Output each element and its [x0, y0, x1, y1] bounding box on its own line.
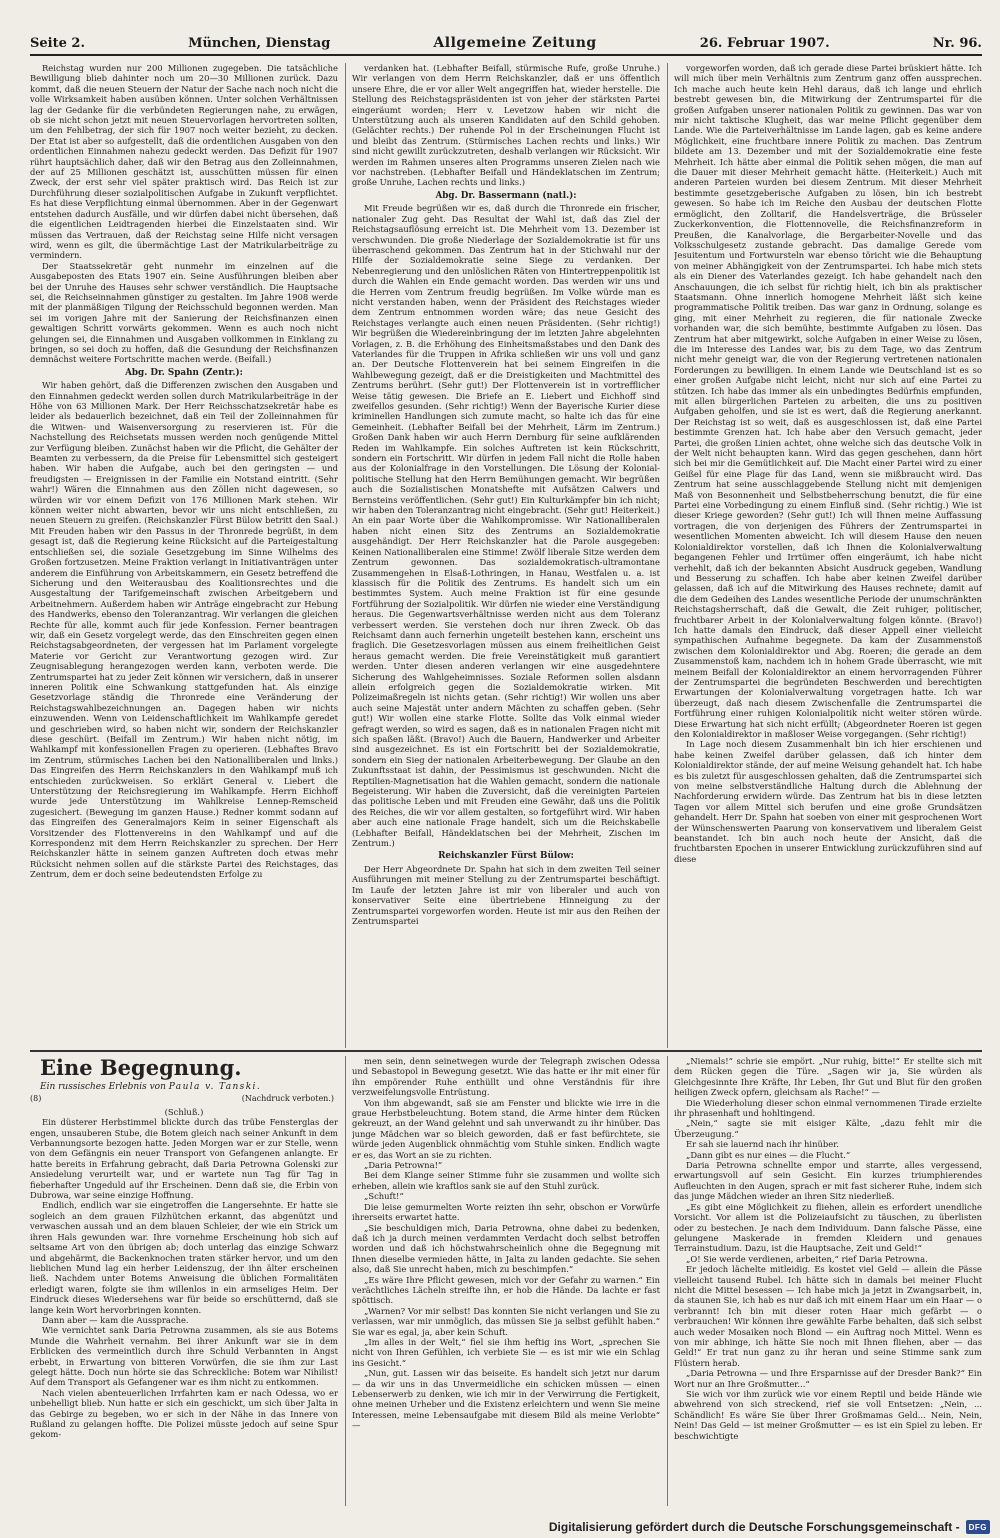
- feuilleton-col2-para-1: men sein, denn seinetwegen wurde der Telegraph zwischen Odessa und Sebastopol in Bewegung gesetzt. Wie das hatte er ihr mit einer für ihn empörender Ruhe enthüllt und ohne Verständnis für ihre verzweifelungsvolle Entrüstung.: [352, 1056, 660, 1098]
- feuilleton-col2-para-2: Von ihm abgewandt, saß sie am Fenster und blickte wie irre in die graue Herbstbeleuchtung. Botem stand, die Arme hinter dem Rücken gekreuzt, an der Wand gelehnt und sah unverwandt zu ihr hinüber. Das junge Mädchen war so bleich geworden, daß er fast befürchtete, sie würde jeden Augenblick ohnmächtig vom Stuhle sinken. Endlich wagte er es, das Wort an sie zu richten.: [352, 1097, 660, 1160]
- feuilleton-col1-para-1: Ein düsterer Herbstimmel blickte durch das trübe Fensterglas der engen, unsauberen Stube, die Botem gleich nach seiner Ankunft in dem Verbannungsorte bezogen hatte. Jeden Morgen war er zur Stelle, wenn von dem Gefängnis ein neuer Transport von Gefangenen anlangte. Er hatte bereits in Erfahrung gebracht, daß Daria Petrowna Golenski zur Ansiedelung verurteilt war, und er wartete nun Tag für Tag in fieberhafter Ungeduld auf ihr Erscheinen. Denn daß sie, die Erbin von Dubrowa, war seine einzige Hoffnung.: [30, 1117, 338, 1201]
- feuilleton-separator: [30, 1050, 982, 1052]
- speaker-heading-buelow: Reichskanzler Fürst Bülow:: [438, 851, 574, 862]
- feuilleton-col1-para-5: Nach vielen abenteuerlichen Irrfahrten kam er nach Odessa, wo er unbehelligt blieb. Nun hatte er sich ein geschickt, um sich über Jalta in das Gebirge zu begeben, wo er sich in der Nähe in das Innere von Rußland zu gelangen hoffte. Die Polizei müsste jedoch auf seine Spur gekom-: [30, 1387, 338, 1440]
- feuilleton-col2-para-11: „Nun, gut. Lassen wir das beiseite. Es handelt sich jetzt nur darum — da wir uns in das Unvermeidliche ein schicken müssen — einen Lebenserwerb zu denken, wie ich mir in der Verwirrung die Fertigkeit, ohne meinen Urheber und die Existenz erleichtern und wenn Sie meine Interessen, meine Lebensaufgabe mit diesem Bild als meine Verlobte“ —: [352, 1368, 660, 1431]
- page-number-label: Seite 2.: [30, 36, 85, 51]
- col2-para-1: verdanken hat. (Lebhafter Beifall, stürmische Rufe, große Unruhe.) Wir verlangen von dem Herrn Reichskanzler, daß er uns öffentlich unsere Ehre, die er vor aller Welt angegriffen hat, wieder herstelle. Die Stellung des Reichstagspräsidenten ist von jeher der stärksten Partei eingeräumt worden; Herr v. Levetzow haben wir nicht die Unterstützung auch als unseren Kandidaten auf den Schild gehoben. (Gelächter rechts.) Der ruhende Pol in der Erscheinungen Flucht ist und bleibt das Zentrum. (Stürmisches Lachen rechts und links.) Wir sind nicht gewillt zurückzutreten, deshalb verlangen wir Rücksicht. Wir werden im Rahmen unseres alten Programms unseren Zielen nach wie vor nachstreben. (Lebhafter Beifall und Händeklatschen im Zentrum; große Unruhe, Lachen rechts und links.): [352, 63, 660, 188]
- place-day: München, Dienstag: [188, 36, 331, 51]
- feuilleton-subtitle: [40, 1082, 338, 1092]
- feuilleton-col2-para-5: „Schuft!“: [364, 1191, 404, 1202]
- feuilleton-col3-para-6: Daria Petrowna schnellte empor und starrte, alles vergessend, erwartungsvoll auf sein Gesicht. Ein kurzes triumphierendes Aufleuchten in den Augen, sprach er mit fast sicherer Ruhe, indem sich das junge Mädchen wieder an ihren Sitz niederließ.: [674, 1160, 982, 1202]
- feuilleton-col1-para-4: Wie vernichtet sank Daria Petrowna zusammen, als sie aus Botems Munde die Wahrheit vernahm. Bei ihrer Ankunft war sie in dem Erblicken des vermeintlich durch ihre Schuld Verbannten in Angst erbebt, in Erwartung von bitteren Vorwürfen, die sie ihm zur Last gelegt hätte. Doch nun hörte sie das Schreckliche: Botem war Nihilist! Auf dem Transport als Gefangener war es ihm nicht zu entkommen.: [30, 1325, 338, 1388]
- col3-para-1: vorgeworfen worden, daß ich gerade diese Partei brüskiert hätte. Ich will mich über mein Verhältnis zum Zentrum ganz offen aussprechen. Ich mache auch heute kein Hehl daraus, daß ich lange und ehrlich bestrebt gewesen bin, die Mitwirkung der Zentrumspartei für die großen Aufgaben unserer nationalen Politik zu gewinnen. Das war von mir nicht taktische Klugheit, das war meine Pflicht gegenüber dem Lande. Wie die Parteiverhältnisse im Lande lagen, gab es keine andere Möglichkeit, eine fruchtbare innere Politik zu machen. Das Zentrum bildete am 13. Dezember und mit der Sozialdemokratie eine feste Mehrheit. Ich hätte aber einmal die Politik sehen mögen, die man auf die Dauer mit dieser Mehrheit gemacht hätte. (Heiterkeit.) Auch mit anderen Parteien wurden bei diesem Zentrum. Mit dieser Mehrheit bestimmte gesetzgeberische Aufgaben zu lösen, bin ich bestrebt gewesen. So habe ich im Reiche den Ausbau der deutschen Flotte ermöglicht, den Zolltarif, die Handelsverträge, die Brüsseler Zuckerkonvention, die Flottennovelle, die Reichsfinanzreform in Preußen, die Kanalvorlage, die Bergarbeiter-Novelle und das Volksschulgesetz zustande gebracht. Das damalige Gerede vom Jesuitentum und Fortwursteln war ebenso töricht wie die Behauptung von meiner Abhängigkeit von der Zentrumspartei. Ich habe mich stets als ein Diener des Vaterlandes gezeigt. Ich habe gehandelt nach den Anschauungen, die ich selbst für richtig hielt, ich bin als praktischer Staatsmann. Ohne innerlich homogene Mehrheit läßt sich keine programmatische Politik treiben. Das war ganz in Ordnung, solange es ging, mit einer Mehrheit zu regieren, die für nationale Zwecke vorhanden war, die sich bemühte, bestimmte Aufgaben zu lösen. Das Zentrum hat aber mitgewirkt, solche Aufgaben in einer Weise zu lösen, die im Interesse des Landes war, bis zu dem Tage, wo das Zentrum nicht mehr geneigt war, die von der Regierung vertretenen nationalen Forderungen zu bewilligen. In einem Lande wie Deutschland ist es so einer großen Aufgabe nicht leicht, nicht nur sich auf eine Partei zu stützen. Ich habe das immer als ein unbedingtes Bedürfnis empfunden, mit allen bürgerlichen Parteien zu arbeiten, die uns zu positiven Aufgaben geholfen, und sie ist es wert, daß die Regierung anerkannt. Der Reichstag ist so weit, daß es ausgeschlossen ist, daß eine Partei bestimmte Grenzen hat. Ich habe aber den Versuch gemacht, jeder Partei, die großen Linien achtet, ohne welche sich das deutsche Volk in der Welt nicht behaupten kann. Wird das gegen geschehen, dann hört sich bei mir die Gemütlichkeit auf. Die Macht einer Partei wird zu einer Geißel für eine Plage für das Land, wenn sie mißbraucht wird. Das Zentrum hat seine ausschlaggebende Stellung nicht mit demjenigen Maß von Besonnenheit und Selbstbeherrschung benutzt, die für eine Partei eine Vorbedingung zu einem Einfluß sind. (Sehr richtig.) Wie ist dieser Kriege geworden? (Sehr gut!) Ich will Ihnen meine Auffassung vortragen, die von derjenigen des Führers der Zentrumspartei in wesentlichen Momenten abweicht. Ich will diesem Hause den neuen Kolonialdirektor vorstellen, daß ich Ihnen die Kolonialverwaltung begangenen Fehler und Irrtümer offen eingeräumt, ich habe nicht verhehlt, daß ich der bekannten Absicht Ausdruck gegeben, Wandlung und Besserung zu schaffen. Ich habe aber keinen Zweifel darüber gelassen, daß ich auf die Mitwirkung des Hauses rechnete; damit auf die dem Gedeihen des Landes wesentliche Periode der unumschränkten Reichstagsherrschaft, daß die Gewalt, die Zeit ruhiger, politischer, fruchtbarer Arbeit in der Kolonialverwaltung folgen könnte. (Bravo!) Ich hatte damals den Eindruck, daß dieser Appell einer vielleicht sympathischen Aufnahme begegnete. Da kam der Zusammenstoß zwischen dem Kolonialdirektor und Abg. Roeren; die gerade an dem Zusammenstoß kam, nachdem ich in hohem Grade überrascht, wie mit meinem Beifall der Kolonialdirektor an einem hervorragenden Führer der Zentrumspartei die begründeten Beschwerden und berechtigten Erwartungen der Kolonialverwaltung vorgetragen hatte. Ich war überzeugt, daß nach diesem Zwischenfalle die Zentrumspartei die Fortführung einer ruhigen Kolonialpolitik nicht weiter stören würde. Diese Erwartung hat sich nicht erfüllt; (Abgeordneter Roeren ist gegen den Kolonialdirektor in maßloser Weise vorgegangen. (Sehr richtig!): [674, 63, 982, 739]
- column-2: [352, 63, 660, 1048]
- issue-number: Nr. 96.: [932, 36, 982, 51]
- feuilleton-col2-para-7: „Sie beschuldigen mich, Daria Petrowna, ohne dabei zu bedenken, daß ich ja durch meinen verdammten Verdacht doch selbst betroffen worden und daß ich höchstwahrscheinlich ohne die Begegnung mit Ihnen dieselbe vermieden hätte, in Jalta zu landen gedachte. Sie sehen also, daß Sie unrecht haben, mich zu beschimpfen.“: [352, 1222, 660, 1275]
- feuilleton-meta: [30, 1094, 334, 1104]
- col1-para-2: Der Staatssekretär geht nunmehr im einzelnen auf die Ausgabeposten des Etats 1907 ein. Seine Ausführungen bleiben aber bei der Unruhe des Hauses sehr schwer verständlich. Die Hauptsache sei, die Reichseinnahmen günstiger zu gestalten. Im Jahre 1908 werde mit der planmäßigen Tilgung der Reichsschuld begonnen werden. Man sei im vorigen Jahre mit der Sanierung der Reichsfinanzen einen gewaltigen Schritt vorwärts gekommen. Wenn es auch noch nicht gelungen sei, die Einnahmen und Ausgaben vollkommen in Einklang zu bringen, so sei doch zu hoffen, daß die Gesundung der Reichsfinanzen demnächst weitere Fortschritte machen werde. (Beifall.): [30, 260, 338, 365]
- footer-credit: Digitalisierung gefördert durch die Deutsche Forschungsgemeinschaft -: [548, 1520, 960, 1534]
- dfg-logo-icon: [966, 1520, 990, 1534]
- feuilleton-col3-para-1: „Niemals!“ schrie sie empört. „Nur ruhig, bitte!“ Er stellte sich mit dem Rücken gegen die Türe. „Sagen wir ja, Sie würden als Gleichgesinnte Ihre Kräfte, Ihr Leben, Ihr Gut und Blut für den großen heiligen Zweck opfern, gleichsam als Rache!“ —: [674, 1056, 982, 1098]
- feuilleton-subtitle-prefix: Ein russisches Erlebnis von: [40, 1082, 166, 1092]
- speaker-heading-bassermann: Abg. Dr. Bassermann (natl.):: [435, 190, 577, 201]
- feuilleton-col2-para-3: „Daria Petrowna!“: [364, 1160, 443, 1171]
- feuilleton-col3-para-3: „Nein,“ sagte sie mit eisiger Kälte, „dazu fehlt mir die Überzeugung.“: [674, 1118, 982, 1139]
- column-divider: [345, 63, 346, 1048]
- feuilleton-col1-para-2: Endlich, endlich war sie eingetroffen die Langersehnte. Er hatte sie sogleich an dem grauen Filzhütchen erkannt, das abgenützt und verwaschen aussah und an dem blauen Schleier, der wie ein Strick um ihren Hals gewunden war. Ihre vornehme Erscheinung hob sich auf seltsame Art von den übrigen ab; doch unterlag das einzige Schwarz und abgehärmt, die Backenknochen traten stärker hervor, und um den lieblichen Mund lag ein herber Leidenszug, der ihn älter erscheinen ließ. Nachdem unter Botems Anweisung die üblichen Formalitäten erledigt waren, folgte sie ihm willenlos in ein armseliges Heim. Der Eindruck dieses Wiedersehens war für beide so erschütternd, daß sie lange kein Wort hervorbringen konnten.: [30, 1200, 338, 1315]
- column-1: [30, 63, 338, 1048]
- feuilleton-reprint-note: (Nachdruck verboten.): [241, 1094, 334, 1104]
- feuilleton-col3-para-8: „O! Sie werde verdienen, arbeiten,“ rief Daria Petrowna.: [686, 1253, 928, 1264]
- feuilleton-col3-para-2: Die Wiederholung dieser schon einmal vernommenen Tirade erzielte ihr phrasenhaft und hohltingend.: [674, 1097, 982, 1119]
- column-divider: [667, 63, 668, 1048]
- dfg-logo-text: DFG: [968, 1522, 987, 1532]
- col1-para-3: Wir haben gehört, daß die Differenzen zwischen den Ausgaben und den Einnahmen gedeckt werden sollen durch Matrikularbeiträge in der Höhe von 63 Millionen Mark. Der Herr Reichsschatzsekretär habe es leider als bedauerlich bezeichnet, daß ein Teil der Zolleinnahmen für die Witwen- und Waisenversorgung zu reservieren ist. Für die Nachstellung des Reichsetats mussen werden noch genügende Mittel zur Verfügung bleiben. Zunächst haben wir die Pflicht, die Gehälter der Beamten zu verbessern, da die Preise für Lebensmittel sich gesteigert haben. Wir haben die Aufgabe, auch bei den geringsten — und freudigsten — Ereignissen in der Familie ein Notstand eintritt. (Sehr wahr!) Wären die Einnahmen aus den Zöllen nicht dagewesen, so würden wir vor einem Defizit von 176 Millionen Mark stehen. Wir können weiter nicht abwarten, bevor wir uns nicht entschließen, zu neuen Steuern zu greifen. (Reichskanzler Fürst Bülow betritt den Saal.) Mit Freuden haben wir den Passus in der Thronrede begrüßt, in dem gesagt ist, daß die Regierung keine Rücksicht auf die Parteigestaltung entschließen sei, die soziale Gesetzgebung im Sinne Wilhelms des Großen fortzusetzen. Meine Fraktion verlangt in Initiativanträgen unter anderem die Einführung von Arbeitskammern, ein Gesetz betreffend die Sicherung und den Weiterausbau des Koalitionsrechtes und die Ausgestaltung der Tarifgemeinschaft zwischen Arbeitgebern und Arbeitnehmern. Außerdem haben wir Anträge eingebracht zur Hebung des Handwerks, ebenso den Toleranzantrag. Wir verlangen die gleichen Rechte für alle, kommt auch für jede Konfession. Ferner beantragen wir, daß ein Gesetz vorgelegt werde, das den Einschreiten gegen einen Reichstagsabgeordneten, der vergessen hat im Parlament vorgelegte Materie vor Gericht zur Verantwortung gezogen wird. Zur Zeugnisablegung herangezogen werden kann, verboten werde. Die Zentrumspartei hat zu jeder Zeit können wir versichern, daß in unserer inneren Politik eine Schwankung stattgefunden hat. Als einzige Gesetzvorlage ständig die Thronrede eine Veränderung der Reichstagswahlbezeichnungen an. Dagegen haben wir nichts einzuwenden. Wenn von Leidenschaftlichkeit im Wahlkampfe geredet und geschrieben wird, so haben nicht wir, sondern der Reichskanzler diese geschürt. (Beifall im Zentrum.) Wir haben nicht nötig, im Wahlkampf mit konfessionellen Fragen zu operieren. (Lebhaftes Bravo im Zentrum, stürmisches Lachen bei den Nationalliberalen und links.) Das Eingreifen des Herrn Reichskanzlers in den Wahlkampf muß ich entschieden zurückweisen. So erklärt General v. Liebert die Unterstützung der Reichsregierung im Wahlkampfe. Herrn Eichhoff wurde jede Unterstützung im Wahlkreise Lennep-Remscheid zugesichert. (Bewegung im ganzen Hause.) Redner kommt sodann auf das Eingreifen des Generalmajors Keim in seiner Eigenschaft als Vorsitzender des Flottenvereins in den Wahlkampf und auf die Korrespondenz mit dem Herrn Reichskanzler zu sprechen. Der Herr Reichskanzler hätte in seinem ganzen Auftreten doch etwas mehr Rücksicht nehmen sollen auf die stärkste Partei des Reichstages, das Zentrum, dem er doch seine bedeutendsten Erfolge zu: [30, 380, 338, 880]
- feuilleton-col3-para-7: „Es gibt eine Möglichkeit zu fliehen, allein es erfordert unendliche Vorsicht. Vor allem ist die Polizeiaufsicht zu täuschen, zu überlisten oder zu bestechen. Je nach dem Individuum. Dann falsche Pässe, eine gelungene Maskerade in fremden Kleidern und genaues Terrainstudium. Dazu, ist die Hauptsache, Zeit und Geld!“: [674, 1201, 982, 1254]
- speaker-heading-spahn: Abg. Dr. Spahn (Zentr.):: [125, 367, 243, 378]
- feuilleton-column-2: [352, 1056, 660, 1506]
- feuilleton-col1-para-3: Dann aber — kam die Aussprache.: [42, 1314, 189, 1325]
- feuilleton-title: Eine Begegnung.: [40, 1056, 242, 1080]
- feuilleton-col2-para-9: „Warnen? Vor mir selbst! Das konnten Sie nicht verlangen und Sie zu verlassen, war mir unmöglich, das müssen Sie ja selbst gefühlt haben.“ Sie war es egal, ja, aber kein Schuft.: [352, 1305, 660, 1337]
- issue-date: 26. Februar 1907.: [699, 36, 830, 51]
- column-3: [674, 63, 982, 1048]
- col1-para-1: Reichstag wurden nur 200 Millionen zugegeben. Die tatsächliche Bewilligung blieb dahinter noch um 20—30 Millionen zurück. Dazu kommt, daß die neuen Steuern der Natur der Sache nach noch nicht die volle Wirksamkeit haben ausüben können. Unter solchen Verhältnissen lag der Gedanke für die verbündeten Regierungen nahe, zu erwägen, ob sie nicht schon jetzt mit neuen Steuervorlagen hervortreten sollten, um den Fehlbetrag, der sich für 1907 noch weiter bezieht, zu decken. Der Etat ist aber so aufgestellt, daß die ordentlichen Ausgaben von den ordentlichen Einnahmen nahezu gedeckt werden. Das Defizit für 1907 rührt hauptsächlich daher, daß wir den Betrag aus den Zolleinnahmen, der auf 25 Millionen geschätzt ist, ausschütten müssen für einen Zweck, der erst sehr viel später praktisch wird. Das Reich ist zur Durchführung dieser sozialpolitischen Aufgabe in Zukunft verpflichtet. Es hat diese Verpflichtung einmal übernommen. Aber in der Gegenwart entstehen dadurch Ausfälle, und wir dürfen dabei nicht übersehen, daß die eigentlichen Leidtragenden hierbei die Einzelstaaten sind. Wir müssen das Vertrauen, daß der Reichstag seine Hilfe nicht versagen wird, wenn es gilt, die übermächtige Last der Matrikularbeiträge zu vermindern.: [30, 63, 338, 261]
- feuilleton-col3-para-10: „Daria Petrowna — und Ihre Ersparnisse auf der Dresder Bank?“ Ein Wort nur an Ihre Großmutter...“: [674, 1368, 982, 1389]
- feuilleton-col2-para-8: „Es wäre Ihre Pflicht gewesen, mich vor der Gefahr zu warnen.“ Ein verächtliches Lächeln streifte ihn, er hob die Hände. Da lachte er fast spöttisch.: [352, 1274, 660, 1306]
- column-divider: [345, 1056, 346, 1506]
- feuilleton-col2-para-10: „Im alles in der Welt,“ fiel sie ihm heftig ins Wort, „sprechen Sie nicht von Ihren Gefühlen, ich verbiete Sie — es ist mir wie ein Schlag ins Gesicht.“: [352, 1336, 660, 1368]
- feuilleton-column-3: [674, 1056, 982, 1506]
- feuilleton-conclusion: (Schluß.): [164, 1106, 204, 1117]
- feuilleton-column-1: [30, 1056, 338, 1506]
- newspaper-title: Allgemeine Zeitung: [433, 35, 597, 51]
- feuilleton-col2-para-4: Bei dem Klange seiner Stimme fuhr sie zusammen und wollte sich erheben, allein wie kraftlos sank sie auf den Stuhl zurück.: [352, 1170, 660, 1191]
- feuilleton-col3-para-9: Er jedoch lächelte mitleidig. Es kostet viel Geld — allein die Pässe vielleicht tausend Rubel. Ich hätte sich in damals bei meiner Flucht nicht die Mittel besessen — Ich habe mich ja jetzt in Zwangsarbeit, in, da staunen Sie, ich hab es nur daß ich mit einem Haar um ein Haar — o verbrannt! Ich bin mit dieser roten Haar mich gefärbt — o verbrauchen! Wir können ihre gewählte Farbe behalten, daß sich selbst auch weder Mosaiken noch Blond — ein Auftrag noch Mittel. Wenn es von mir abhinge, ich hätte Sie noch mit Ihnen fliehen, aber — das Geld!“ Er trat nun ganz zu ihr heran und seine Stimme sank zum Flüstern herab.: [674, 1264, 982, 1368]
- feuilleton-part: (8): [30, 1094, 42, 1104]
- col2-para-2: Mit Freude begrüßen wir es, daß durch die Thronrede ein frischer, nationaler Zug geht. Das Resultat der Wahl ist, daß das Ziel der Reichstagsauflösung erreicht ist. Die Mehrheit vom 13. Dezember ist verschwunden. Die große Niederlage der Sozialdemokratie ist für uns überraschend gekommen. Das Zentrum hat in der Stichwahl nur der Hilfe der Sozialdemokratie seine Siege zu verdanken. Der Nebenregierung und den unlöslichen Räten von Hintertreppenpolitik ist durch die Wahlen ein Ende gemacht worden. Das werden wir uns und die Herren vom Zentrum freudig begrüßen. Im Volke würde man es nicht verstanden haben, wenn der Präsident des Reichstages wieder dem Zentrum entnommen worden wäre; das neue Gesicht des Reichstages verlangte auch einen neuen Präsidenten. (Sehr richtig!) Wir begrüßen die Wiedereinbringung der im letzten Jahre abgelehnten Vorlagen, z. B. die Erhöhung des Einheitsmaßstabes und den Dank des Vaterlandes für die Truppen in Afrika schließen wir uns voll und ganz an. Der Deutsche Flottenverein hat bei seinem Eingreifen in die Wahlbewegung gezeigt, daß er die Dreistigkeiten und Machtmittel des Zentrums berührt. (Sehr gut!) Der Flottenverein ist in vortrefflicher Weise tätig gewesen. Die Briefe an E. Liebert und Eichhoff sind zweifellos gesunden. (Sehr richtig!) Wenn der Bayerische Kurier diese kriminellen Handlungen sich zumute macht, so halte ich das für eine Gemeinheit. (Lebhafter Beifall bei der Mehrheit, Lärm im Zentrum.) Großen Dank haben wir auch Herrn Dernburg für seine aufklärenden Reden im Wahlkampfe. Ein solches Auftreten ist kein Rückschritt, sondern ein Fortschritt. Wir dürfen in jedem Fall nicht die Rolle haben aus der Kolonialfrage in den Vorstellungen. Die Lösung der Kolonial-politische Stellung hat den Herrn Bemühungen gemacht. Wir begrüßen auch die Sozialistischen Monatshefte mit Aufsätzen Calwers und Bernsteins veröffentlichen. (Sehr gut!) Ein Kulturkämpfer bin ich nicht; wir haben den Toleranzantrag nicht eingebracht. (Sehr gut! Heiterkeit.) An ein paar Worte über die Wahlkompromisse. Wir Nationalliberalen haben nicht einen Sitz des Zentrums an Sozialdemokratie ausgehändigt. Der Herr Reichskanzler hat die Parole ausgegeben: Keinen Nationalliberalen eine Stimme! Zwölf liberale Sitze werden dem Zentrum gewonnen. Das sozialdemokratisch-ultramontane Zusammengehen in Elsaß-Lothringen, in Hanau, Westfalen u. a. ist klassisch für die Politik des Zentrums. Es handelt sich um ein bestimmtes System. Auch meine Fraktion ist für eine gesunde Fortführung der Sozialpolitik. Wir dürfen nie wieder eine Verständigung heraus. Die Gegenwartsverhältnisse werden nicht aus dem Toleranz verbessert werden. Sie verstehen doch nur ihren Zweck. Ob das Reichsamt dann auch fernerhin ungeteilt bestehen kann, erscheint uns fraglich. Die Gesetzesvorlagen müssen aus einem freiheitlichen Geist heraus gemacht werden. Die freie Vereinstätigkeit muß garantiert werden. Unter diesen anderen verlangen wir eine ausgedehntere Sicherung des Wahlgeheimnisses. Soziale Reformen sollen alsdann allein erfolgreich gegen die Sozialdemokratie wirken. Mit Polizeimaßregeln ist nichts getan. (Sehr richtig!) Wir wollen uns aber auch seine Majestät unter andern Mächten zu schaffen geben. (Sehr gut!) Wir wollen eine starke Flotte. Sollte das Volk einmal wieder gefragt werden, so wird es sagen, daß es in nationalen Fragen nicht mit sich spaßen läßt. (Bravo!) Auch die Bauern, Handwerker und Arbeiter sind ausgezeichnet. Es ist ein Fortschritt bei der Sozialdemokratie, sondern ein Sieg der nationalen Arbeiterbewegung. Der Glaube an den Zukunftsstaat ist dahin, der Pessimismus ist geschwunden. Nicht die Reptilien-Magnetisation hat die Wahlen gemacht, sondern die nationale Begeisterung. Wir haben die Zuversicht, daß die vereinigten Parteien das politische Leben und mit Freuden eine Gewähr, daß uns die Politik des Reiches, die wir vor allem gestalten, so fortgeführt wird. Wir haben aber auch eine nationale Frage handelt, sich um die Reichskabelle (Lebhafter Beifall, Händeklatschen bei der Mehrheit, Zischen im Zentrum.): [352, 203, 660, 849]
- column-divider: [667, 1056, 668, 1506]
- feuilleton-col3-para-5: „Dann gibt es nur eines — die Flucht.“: [686, 1149, 851, 1160]
- feuilleton-col3-para-4: Er sah sie lauernd nach ihr hinüber.: [686, 1139, 839, 1150]
- feuilleton-col3-para-11: Sie wich vor ihm zurück wie vor einem Reptil und beide Hände wie abwehrend von sich streckend, rief sie voll Entsetzen: „Nein, ... Schändlich! Es wäre Sie über Ihrer Großmamas Geld... Nein, Nein, Nein! Das Geld — ist meiner Großmutter — es ist ein Spiel zu leben. Er beschwichtigte: [674, 1389, 982, 1441]
- col2-para-3: Der Herr Abgeordnete Dr. Spahn hat sich in dem zweiten Teil seiner Ausführungen mit meiner Stellung zu der Zentrumspartei beschäftigt. Im Laufe der letzten Jahre ist mir von liberaler und auch von konservativer Seite eine übertriebene Hinneigung zu der Zentrumspartei vorgeworfen worden. Heute ist mir aus den Reihen der Zentrumspartei: [352, 863, 660, 926]
- digitization-footer: [0, 1516, 1000, 1538]
- running-head: [30, 30, 982, 56]
- col3-para-2: In Lage noch diesem Zusammenhalt bin ich hier erschienen und habe keinen Zweifel darüber gelassen, daß ich hinter dem Kolonialdirektor stände, der auf meine Weisung gehandelt hat. Ich habe es bis zuletzt für ausgeschlossen gehalten, daß die Zentrumspartei sich von meine selbstverständliche Haltung durch die Ablehnung der Nachforderung erwidern würde. Das Zentrum hat bis in diese letzten Tagen vor allem Mittel sich berufen und eine große Grundsätzen gehandelt. Herr Dr. Spahn hat soeben von einer mit gesprochenen Wort der Wünschenswerten Paarung von konservativem und liberalem Geist beanstandet. Ich bin auch noch heute der Ansicht, daß die fruchtbarsten Epochen in unserer Entwicklung zurückzuführen sind auf diese: [674, 739, 982, 864]
- feuilleton-author: Paula v. Tanski.: [168, 1082, 262, 1092]
- feuilleton-col2-para-6: Die leise gemurmelten Worte reizten ihn sehr, obschon er Vorwürfe ihrerseits erwartet hatte.: [352, 1201, 660, 1223]
